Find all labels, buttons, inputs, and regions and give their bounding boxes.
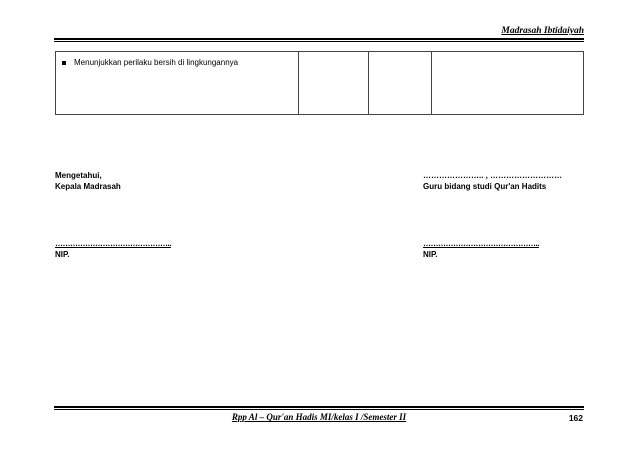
signature-left-line1: Mengetahui, (55, 171, 102, 180)
signature-right-line2: Guru bidang studi Qur'an Hadits (423, 182, 547, 191)
signature-left-name (55, 238, 171, 260)
table-cell-empty (432, 52, 584, 115)
footer-rule-thin (54, 409, 584, 410)
signature-left-nip: NIP. (55, 250, 70, 259)
assessment-table (55, 51, 584, 115)
table-cell-empty (369, 52, 432, 115)
indicator-text: Menunjukkan perilaku bersih di lingkungannya (74, 58, 239, 67)
footer-title: Rpp Al – Qur'an Hadis MI/kelas I /Semester II (231, 412, 407, 422)
table-cell-indicator (56, 52, 299, 115)
table-cell-empty (299, 52, 369, 115)
header-title: Madrasah Ibtidaiyah (501, 26, 584, 36)
page-number: 162 (568, 413, 583, 423)
signature-left-dots: ……………………………………….. (55, 239, 171, 248)
header-rule-thin (54, 41, 584, 42)
square-bullet-icon (62, 61, 66, 65)
signature-left-line2: Kepala Madrasah (55, 182, 121, 191)
signature-right-line1: ………………….. , ……………………… (423, 171, 563, 180)
signature-left (55, 170, 121, 192)
signature-right-name (423, 238, 539, 260)
signature-right (423, 170, 562, 192)
footer-rule-thick (54, 406, 584, 408)
signature-right-nip: NIP. (423, 250, 438, 259)
table-row (56, 52, 584, 115)
signature-right-dots: ……………………………………….. (423, 239, 539, 248)
header-rule-thick (54, 38, 584, 40)
